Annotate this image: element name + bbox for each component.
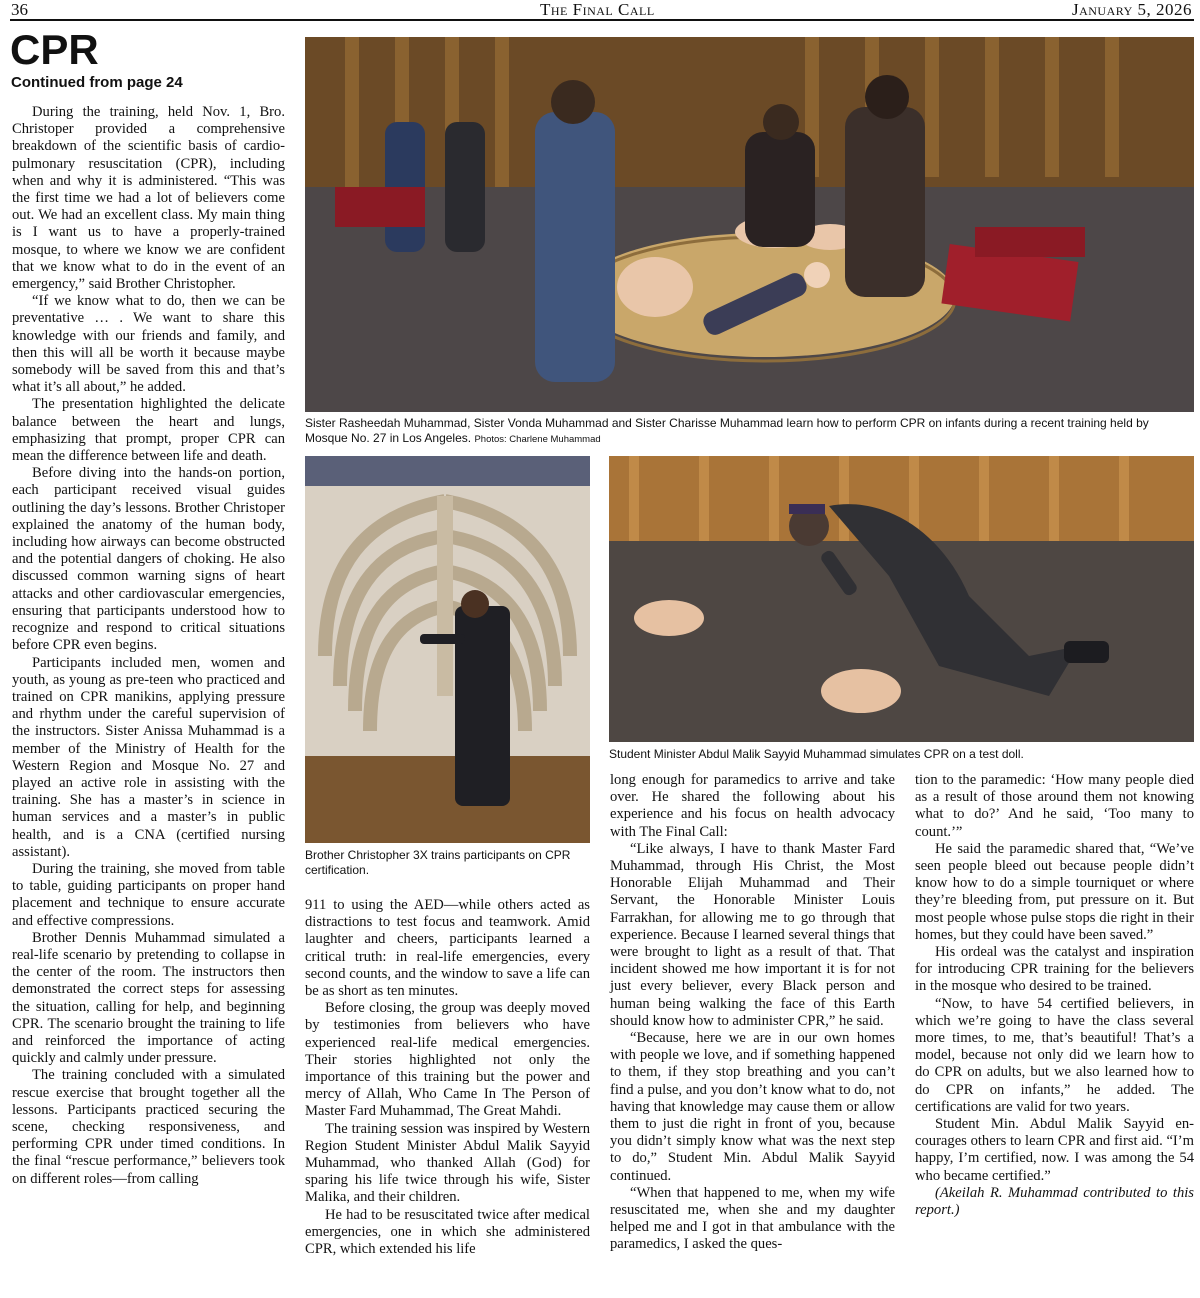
paragraph: The presentation highlighted the delicate balance between the heart and lungs, emphasizing that prompt, proper CPR can mean the difference between life and death. xyxy=(12,396,285,465)
paragraph: Participants included men, women and youth, as young as pre-teen who practiced and trained on CPR manikins, applying pressure and rhythm under the careful supervision of the instructors. Sister Anissa Muhammad is a member of the Ministry of Health for the Western Region and Mosque No. 27 and played an active role in assisting with the training. She has a master’s in science in human services and a master’s in public health, and is a CNA (certified nursing assistant). xyxy=(12,654,285,860)
paragraph: During the training, held Nov. 1, Bro. Christoper provided a comprehensive breakdown of the scientific basis of cardiopulmonary resuscitation (CPR), including when and why it is administered. “This was the first time we had a lot of believers come out. We had an excellent class. My main thing is I want us to have a properly-trained mosque, to where we know we are confident that we know what to do in the event of an emergency,” said Brother Christopher. xyxy=(12,104,285,293)
paragraph: Student Min. Abdul Malik Sayyid encourages others to learn CPR and first aid. “I’m happy, I’m certified, now. I was among the 54 who became certified.” xyxy=(915,1116,1194,1184)
paragraph: He said the paramedic shared that, “We’ve seen people bleed out because people didn’t know how to do a simple tourniquet or where they’re bleeding from, put pressure on it. But most people whose pulse stops die right in their homes, but they could have been saved.” xyxy=(915,840,1194,943)
issue-date: January 5, 2026 xyxy=(1071,0,1192,19)
paragraph: His ordeal was the catalyst and inspiration for introducing CPR training for the believers in the mosque who desired to be trained. xyxy=(915,944,1194,995)
article-column-4 xyxy=(915,772,1194,1219)
paragraph: Before diving into the hands-on portion, each participant received visual guides outlining the day’s lessons. Brother Christoper explained the anatomy of the human body, including how airways can become obstructed and the potential dangers of choking. He also discussed common warning signs of heart attacks and other cardiovascular emergencies, ensuring that participants understood how to recognize and respond to critical situations before CPR even begins. xyxy=(12,465,285,654)
photo-infant-cpr-training xyxy=(305,37,1194,412)
article-column-3 xyxy=(610,772,895,1254)
article-column-1 xyxy=(12,104,285,1188)
paragraph: “When that happened to me, when my wife resuscitated me, when she and my daughter helped me and I got in that ambulance with the paramedics, I asked the ques- xyxy=(610,1184,895,1253)
paragraph: Before closing, the group was deeply moved by testimonies from believers who have experienced real-life medical emergencies. Their stories highlighted not only the importance of this training but the power and mercy of Allah, Who Came In The Person of Master Fard Muhammad, The Great Mahdi. xyxy=(305,1000,590,1120)
paragraph: long enough for paramedics to arrive and take over. He shared the following about his experience and his focus on health advocacy with The Final Call: xyxy=(610,772,895,840)
caption-left-photo: Brother Christopher 3X trains participants on CPR certification. xyxy=(305,848,571,877)
headline: CPR xyxy=(10,26,99,73)
caption-top-photo xyxy=(305,416,1194,447)
paragraph: During the training, she moved from table to table, guiding participants on proper hand placement and technique to ensure accurate and effective compressions. xyxy=(12,860,285,929)
contributor-credit: (Akeilah R. Muhammad contributed to this report.) xyxy=(915,1184,1194,1219)
paragraph: “If we know what to do, then we can be preventative … . We want to share this knowledge with our friends and family, and then this will all be worth it because maybe somebody will be saved from this and that’s what it’s all about,” he added. xyxy=(12,293,285,396)
photo-credit: Photos: Charlene Muhammad xyxy=(474,434,601,445)
publication-name: The Final Call xyxy=(540,0,655,19)
paragraph: tion to the paramedic: ‘How many people died as a result of those around them not knowing what to do?’ And he said, ‘Too many to count.’” xyxy=(915,772,1194,840)
photo-minister-cpr-doll xyxy=(609,456,1194,742)
page-number: 36 xyxy=(11,0,28,19)
article-column-2 xyxy=(305,897,590,1258)
paragraph: Brother Dennis Muhammad simulated a real-life scenario by pretending to collapse in the center of the room. The instructors then demonstrated the correct steps for assessing the situation, calling for help, and beginning CPR. The scenario brought the training to life and reinforced the importance of acting quickly and calmly under pressure. xyxy=(12,929,285,1067)
paragraph: “Now, to have 54 certified believers, in which we’re going to have the class several more times, to me, that’s beautiful! That’s a model, because not only did we learn how to do CPR on adults, but we also learned how to do CPR on infants,” he added. The certifications are valid for two years. xyxy=(915,995,1194,1115)
paragraph: “Like always, I have to thank Master Fard Muhammad, through His Christ, the Most Honorable Elijah Muhammad and Their Servant, the Honorable Minister Louis Farrakhan, for allowing me to go through that experience. Because I learned several things that were brought to light as a result of that. That incident showed me how important it is for not just every believer, every Black person and human being walking the face of this Earth should know how to administer CPR,” he said. xyxy=(610,840,895,1029)
paragraph: “Because, here we are in our own homes with people we love, and if something happened to them, if they stop breathing and you can’t find a pulse, and you don’t know what to do, not having that knowledge may cause them or allow them to just die right in front of you, because you didn’t simply know what was the next step to do,” Student Min. Abdul Malik Sayyid continued. xyxy=(610,1030,895,1184)
paragraph: The training session was inspired by Western Region Student Minister Abdul Malik Sayyid Muhammad, who thanked Allah (God) for sparing his life twice through his wife, Sister Malika, and their children. xyxy=(305,1120,590,1206)
paragraph: 911 to using the AED—while others acted as distractions to test focus and teamwork. Amid laughter and cheers, participants learned a critical truth: in real-life emergencies, every second counts, and the window to save a life can be as short as ten minutes. xyxy=(305,897,590,1000)
paragraph: He had to be resuscitated twice after medical emergencies, one in which she administered CPR, which extended his life xyxy=(305,1206,590,1258)
paragraph: The training concluded with a simulated rescue exercise that brought together all the lessons. Participants practiced securing the scene, checking responsiveness, and performing CPR under timed conditions. In the final “rescue performance,” believers took on different roles—from calling xyxy=(12,1067,285,1187)
continued-line: Continued from page 24 xyxy=(11,74,183,91)
masthead-rule xyxy=(10,19,1194,21)
photo-instructor-ribcage-slide xyxy=(305,456,590,843)
caption-right-photo: Student Minister Abdul Malik Sayyid Muhammad simulates CPR on a test doll. xyxy=(609,747,1024,761)
caption-text: Sister Rasheedah Muhammad, Sister Vonda Muhammad and Sister Charisse Muhammad learn how to perform CPR on infants during a recent training held by Mosque No. 27 in Los Angeles. xyxy=(305,416,1149,445)
